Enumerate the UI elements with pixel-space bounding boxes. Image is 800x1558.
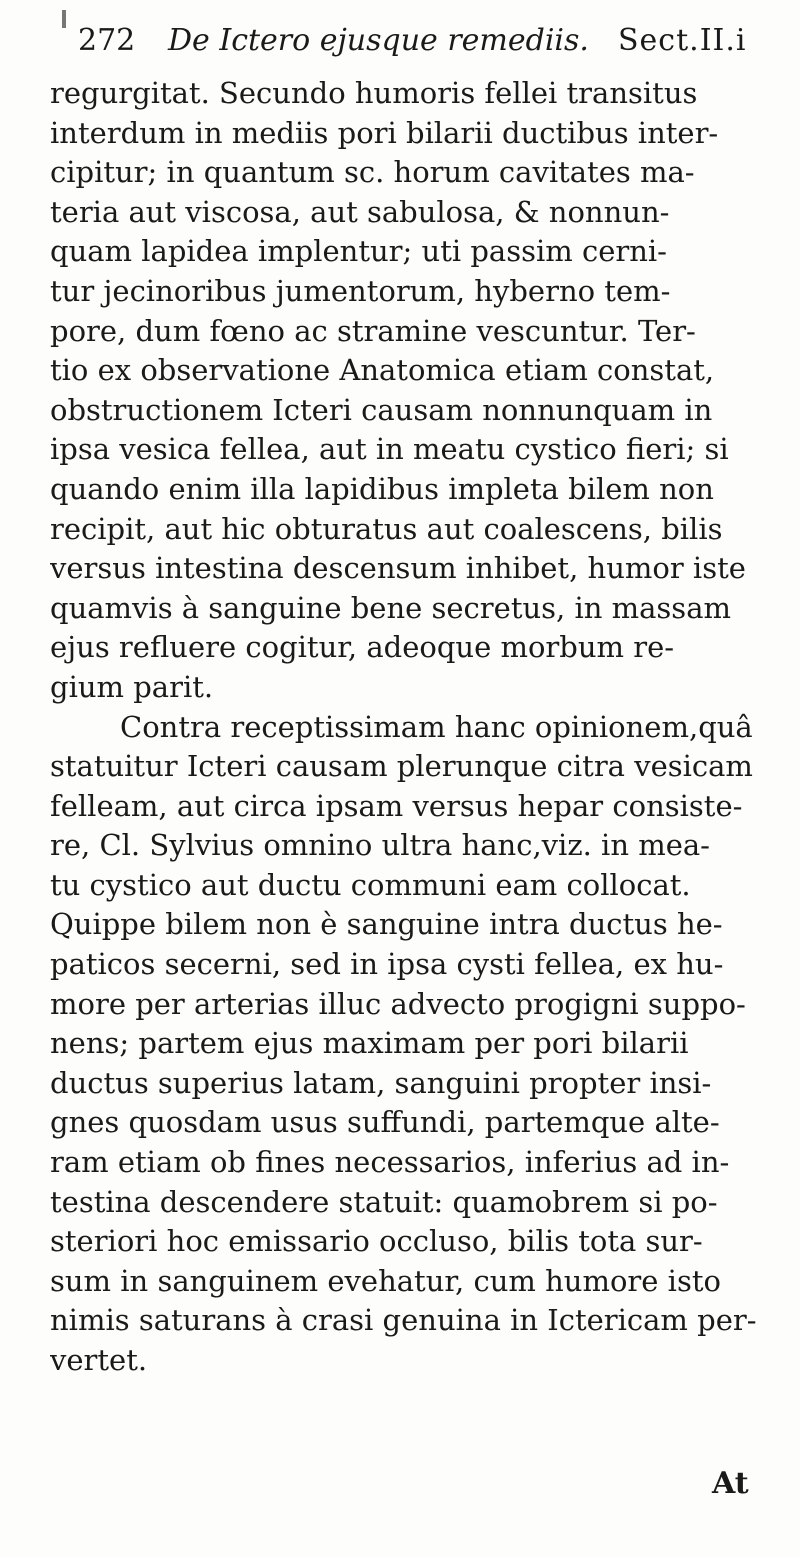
text-line: interdum in mediis pori bilarii ductibus inter-	[50, 115, 719, 150]
text-line: versus intestina descensum inhibet, humor iste	[50, 551, 746, 586]
text-line: ram etiam ob fines necessarios, inferius ad in-	[50, 1145, 730, 1180]
text-line: regurgitat. Secundo humoris fellei transitus	[50, 76, 698, 110]
text-line: gnes quosdam usus suffundi, partemque alte-	[50, 1105, 720, 1140]
text-line: tu cystico aut ductu communi eam collocat.	[50, 867, 691, 902]
text-line: nimis saturans à crasi genuina in Ictericam per-	[50, 1303, 757, 1338]
body-text	[50, 74, 790, 1381]
text-line: testina descendere statuit: quamobrem si po-	[50, 1184, 718, 1219]
text-line: quando enim illa lapidibus impleta bilem non	[50, 471, 714, 506]
text-line: ductus superius latam, sanguini propter insi-	[50, 1065, 712, 1100]
text-line: gium parit.	[50, 669, 214, 704]
text-line: pore, dum fœno ac stramine vescuntur. Ter-	[50, 313, 696, 348]
text-line: obstructionem Icteri causam nonnunquam in	[50, 392, 713, 427]
text-line: steriori hoc emissario occluso, bilis tota sur-	[50, 1224, 703, 1259]
text-line: Quippe bilem non è sanguine intra ductus he-	[50, 907, 723, 942]
text-line: vertet.	[50, 1343, 148, 1377]
text-line: ipsa vesica fellea, aut in meatu cystico fieri; si	[50, 432, 729, 467]
text-line: nens; partem ejus maximam per pori bilarii	[50, 1026, 689, 1061]
text-line: sum in sanguinem evehatur, cum humore isto	[50, 1263, 721, 1298]
page-number: 272	[78, 23, 136, 58]
text-line: statuitur Icteri causam plerunque citra vesicam	[50, 749, 753, 784]
text-line: ejus refluere cogitur, adeoque morbum re-	[50, 630, 675, 665]
text-line: tur jecinoribus jumentorum, hyberno tem-	[50, 273, 671, 308]
text-line: teria aut viscosa, aut sabulosa, & nonnun-	[50, 194, 670, 229]
page-header	[78, 16, 794, 66]
text-line: more per arterias illuc advecto progigni suppo-	[50, 986, 746, 1021]
running-title: De Ictero ejusque remediis.	[168, 23, 589, 58]
text-line: cipitur; in quantum sc. horum cavitates ma-	[50, 155, 695, 190]
text-line: felleam, aut circa ipsam versus hepar consiste-	[50, 788, 743, 823]
text-line: tio ex observatione Anatomica etiam constat,	[50, 353, 715, 388]
text-line: paticos secerni, sed in ipsa cysti fellea, ex hu-	[50, 947, 724, 982]
paragraph-start-line: Contra receptissimam hanc opinionem,quâ	[120, 709, 753, 744]
text-line: re, Cl. Sylvius omnino ultra hanc,viz. in mea-	[50, 828, 710, 863]
catchword: At	[712, 1466, 749, 1501]
text-line: quamvis à sanguine bene secretus, in massam	[50, 590, 731, 625]
corner-mark	[62, 10, 66, 28]
text-line: recipit, aut hic obturatus aut coalescens, bilis	[50, 511, 723, 546]
text-line: quam lapidea implentur; uti passim cerni-	[50, 234, 667, 269]
section-mark: Sect.II.i	[618, 23, 747, 58]
